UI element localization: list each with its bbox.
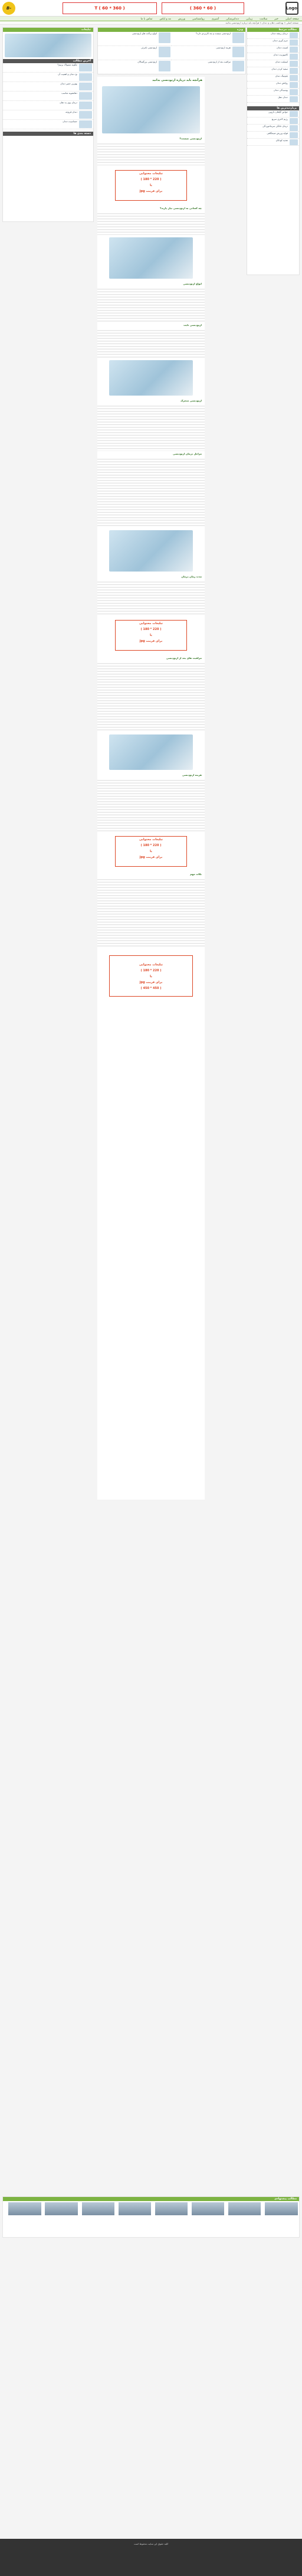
list-item[interactable]: حساسیت دندان xyxy=(3,120,93,129)
right-section-title: پربازدیدترین ها xyxy=(247,106,299,110)
article-paragraph xyxy=(97,287,205,322)
list-item[interactable]: بلیچینگ دندان xyxy=(247,74,299,81)
related-item[interactable] xyxy=(155,2202,188,2215)
list-item[interactable]: بهترین خمیر دندان xyxy=(3,82,93,92)
list-item[interactable]: هزینه ارتودنسی xyxy=(172,46,245,60)
article-heading: انواع ارتودنسی xyxy=(183,282,202,285)
article-heading: مراقبت های بعد از ارتودنسی xyxy=(166,657,202,659)
left-section-title: دسته بندی ها xyxy=(3,132,93,136)
list-item[interactable]: رژیم لاغری سریع xyxy=(247,117,299,125)
content-ad-large[interactable]: تبلیغات محتوایی ( 220 * 180 ) یا برای فرمت jpg ( 450 * 450 ) xyxy=(109,955,193,997)
footer xyxy=(0,2539,302,2576)
article-image xyxy=(102,86,200,133)
list-item[interactable]: سفید کردن دندان xyxy=(247,67,299,74)
article-heading: ارتودنسی متحرک xyxy=(180,399,202,402)
article xyxy=(97,77,205,1500)
list-item[interactable]: جرم گیری دندان xyxy=(247,39,299,46)
list-item[interactable]: ایمپلنت دندان xyxy=(247,60,299,67)
article-heading: نکات مهم xyxy=(190,873,202,876)
article-paragraph xyxy=(97,142,205,165)
nav-item[interactable]: مد و لباس xyxy=(159,18,171,21)
list-item[interactable]: ارتودنسی نامرئی xyxy=(98,46,172,60)
article-paragraph xyxy=(97,328,205,358)
list-item[interactable]: نخ دندان و اهمیت آن xyxy=(3,73,93,82)
nav-item[interactable]: خبر xyxy=(274,18,278,21)
content-ad[interactable]: تبلیغات محتوایی ( 220 * 180 ) یا برای فرمت jpg xyxy=(115,836,187,867)
nav-item[interactable]: دندانپزشکی xyxy=(226,18,239,21)
article-paragraph xyxy=(97,877,205,948)
list-item[interactable]: دهانشویه مناسب xyxy=(3,92,93,101)
content-ad[interactable]: تبلیغات محتوایی ( 220 * 180 ) یا برای فرمت jpg xyxy=(115,170,187,201)
article-heading: چه کسانی به ارتودنسی نیاز دارند؟ xyxy=(160,207,202,210)
list-item[interactable]: درمان بوی بد دهان xyxy=(3,101,93,110)
related-item[interactable] xyxy=(228,2202,261,2215)
article-heading: ارتودنسی چیست؟ xyxy=(179,137,202,140)
article-paragraph xyxy=(97,580,205,615)
blog-logo[interactable]: B- xyxy=(2,2,15,15)
right-sidebar xyxy=(247,27,300,275)
site-logo[interactable]: Logo xyxy=(285,2,298,15)
left-section-title: تبلیغات xyxy=(3,28,93,32)
article-image xyxy=(109,530,193,572)
nav-item[interactable]: تماس با ما xyxy=(140,18,153,21)
related-item[interactable] xyxy=(119,2202,151,2215)
featured-box xyxy=(97,27,246,74)
related-item[interactable] xyxy=(45,2202,77,2215)
list-item[interactable]: درمان خانگی سرماخوردگی xyxy=(247,125,299,132)
list-item[interactable]: تغذیه کودکان xyxy=(247,139,299,146)
nav-item[interactable]: سلامت xyxy=(260,18,268,21)
nav-item[interactable]: آشپزی xyxy=(211,18,219,21)
list-item[interactable]: مراقبت بعد از ارتودنسی xyxy=(172,60,245,74)
header-ad-left[interactable]: T ( 60 * 360 ) xyxy=(63,2,157,14)
article-heading: مراحل درمان ارتودنسی xyxy=(173,452,202,455)
left-section-title: آخرین مطالب xyxy=(3,59,93,63)
nav-item[interactable]: صفحه اصلی xyxy=(285,18,299,21)
article-paragraph xyxy=(97,661,205,732)
related-item[interactable] xyxy=(192,2202,224,2215)
related-title: مطالب پیشنهادی xyxy=(3,2197,299,2201)
article-paragraph xyxy=(97,778,205,831)
article-image xyxy=(109,237,193,279)
article-paragraph xyxy=(97,457,205,528)
related-item[interactable] xyxy=(8,2202,41,2215)
nav-item[interactable]: ورزش xyxy=(178,18,185,21)
article-heading: هزینه ارتودنسی xyxy=(182,773,202,776)
list-item[interactable]: ارتودنسی بزرگسالان xyxy=(98,60,172,74)
left-sidebar xyxy=(2,27,94,222)
list-item[interactable]: دندان قروچه xyxy=(3,110,93,120)
article-heading: مدت زمان درمان xyxy=(181,575,202,578)
header-ad-right[interactable]: ( 60 * 360 ) xyxy=(162,2,244,14)
list-item[interactable]: درمان ریشه دندان xyxy=(247,32,299,39)
article-title: هرآنچه باید درباره ارتودنسی بدانید xyxy=(152,79,202,82)
list-item[interactable]: فواید ورزش صبحگاهی xyxy=(247,132,299,139)
article-image xyxy=(109,734,193,770)
featured-title: ویژه xyxy=(98,28,245,32)
list-item[interactable]: چگونه مسواک بزنیم؟ xyxy=(3,63,93,73)
main-nav xyxy=(0,17,302,21)
list-item[interactable]: ارتودنسی چیست و چه کاربردی دارد؟ xyxy=(172,32,245,46)
right-section-title: مطالب مرتبط xyxy=(247,28,299,32)
sidebar-ad-image[interactable] xyxy=(5,34,91,57)
nav-item[interactable]: روانشناسی xyxy=(192,18,205,21)
article-paragraph xyxy=(97,404,205,451)
list-item[interactable]: انواع براکت های ارتودنسی xyxy=(98,32,172,46)
article-paragraph xyxy=(97,211,205,235)
content-ad[interactable]: تبلیغات محتوایی ( 220 * 180 ) یا برای فرمت jpg xyxy=(115,620,187,651)
related-item[interactable] xyxy=(82,2202,114,2215)
list-item[interactable]: روکش دندان xyxy=(247,81,299,89)
article-heading: ارتودنسی ثابت xyxy=(183,324,202,327)
list-item[interactable]: دندان عقل xyxy=(247,96,299,103)
list-item[interactable]: کامپوزیت دندان xyxy=(247,53,299,60)
related-item[interactable] xyxy=(265,2202,297,2215)
list-item[interactable]: خواص گیاهان دارویی xyxy=(247,110,299,117)
related-strip xyxy=(2,2196,300,2238)
breadcrumb[interactable]: صفحه اصلی » بهداشت دهان و دندان » هرآنچه باید درباره ارتودنسی بدانید xyxy=(0,21,302,25)
copyright: کلیه حقوق این سایت محفوظ است xyxy=(133,2542,169,2545)
nav-item[interactable]: زیبایی xyxy=(245,18,253,21)
list-item[interactable]: لمینت دندان xyxy=(247,46,299,53)
article-image xyxy=(109,360,193,396)
list-item[interactable]: پوسیدگی دندان xyxy=(247,89,299,96)
